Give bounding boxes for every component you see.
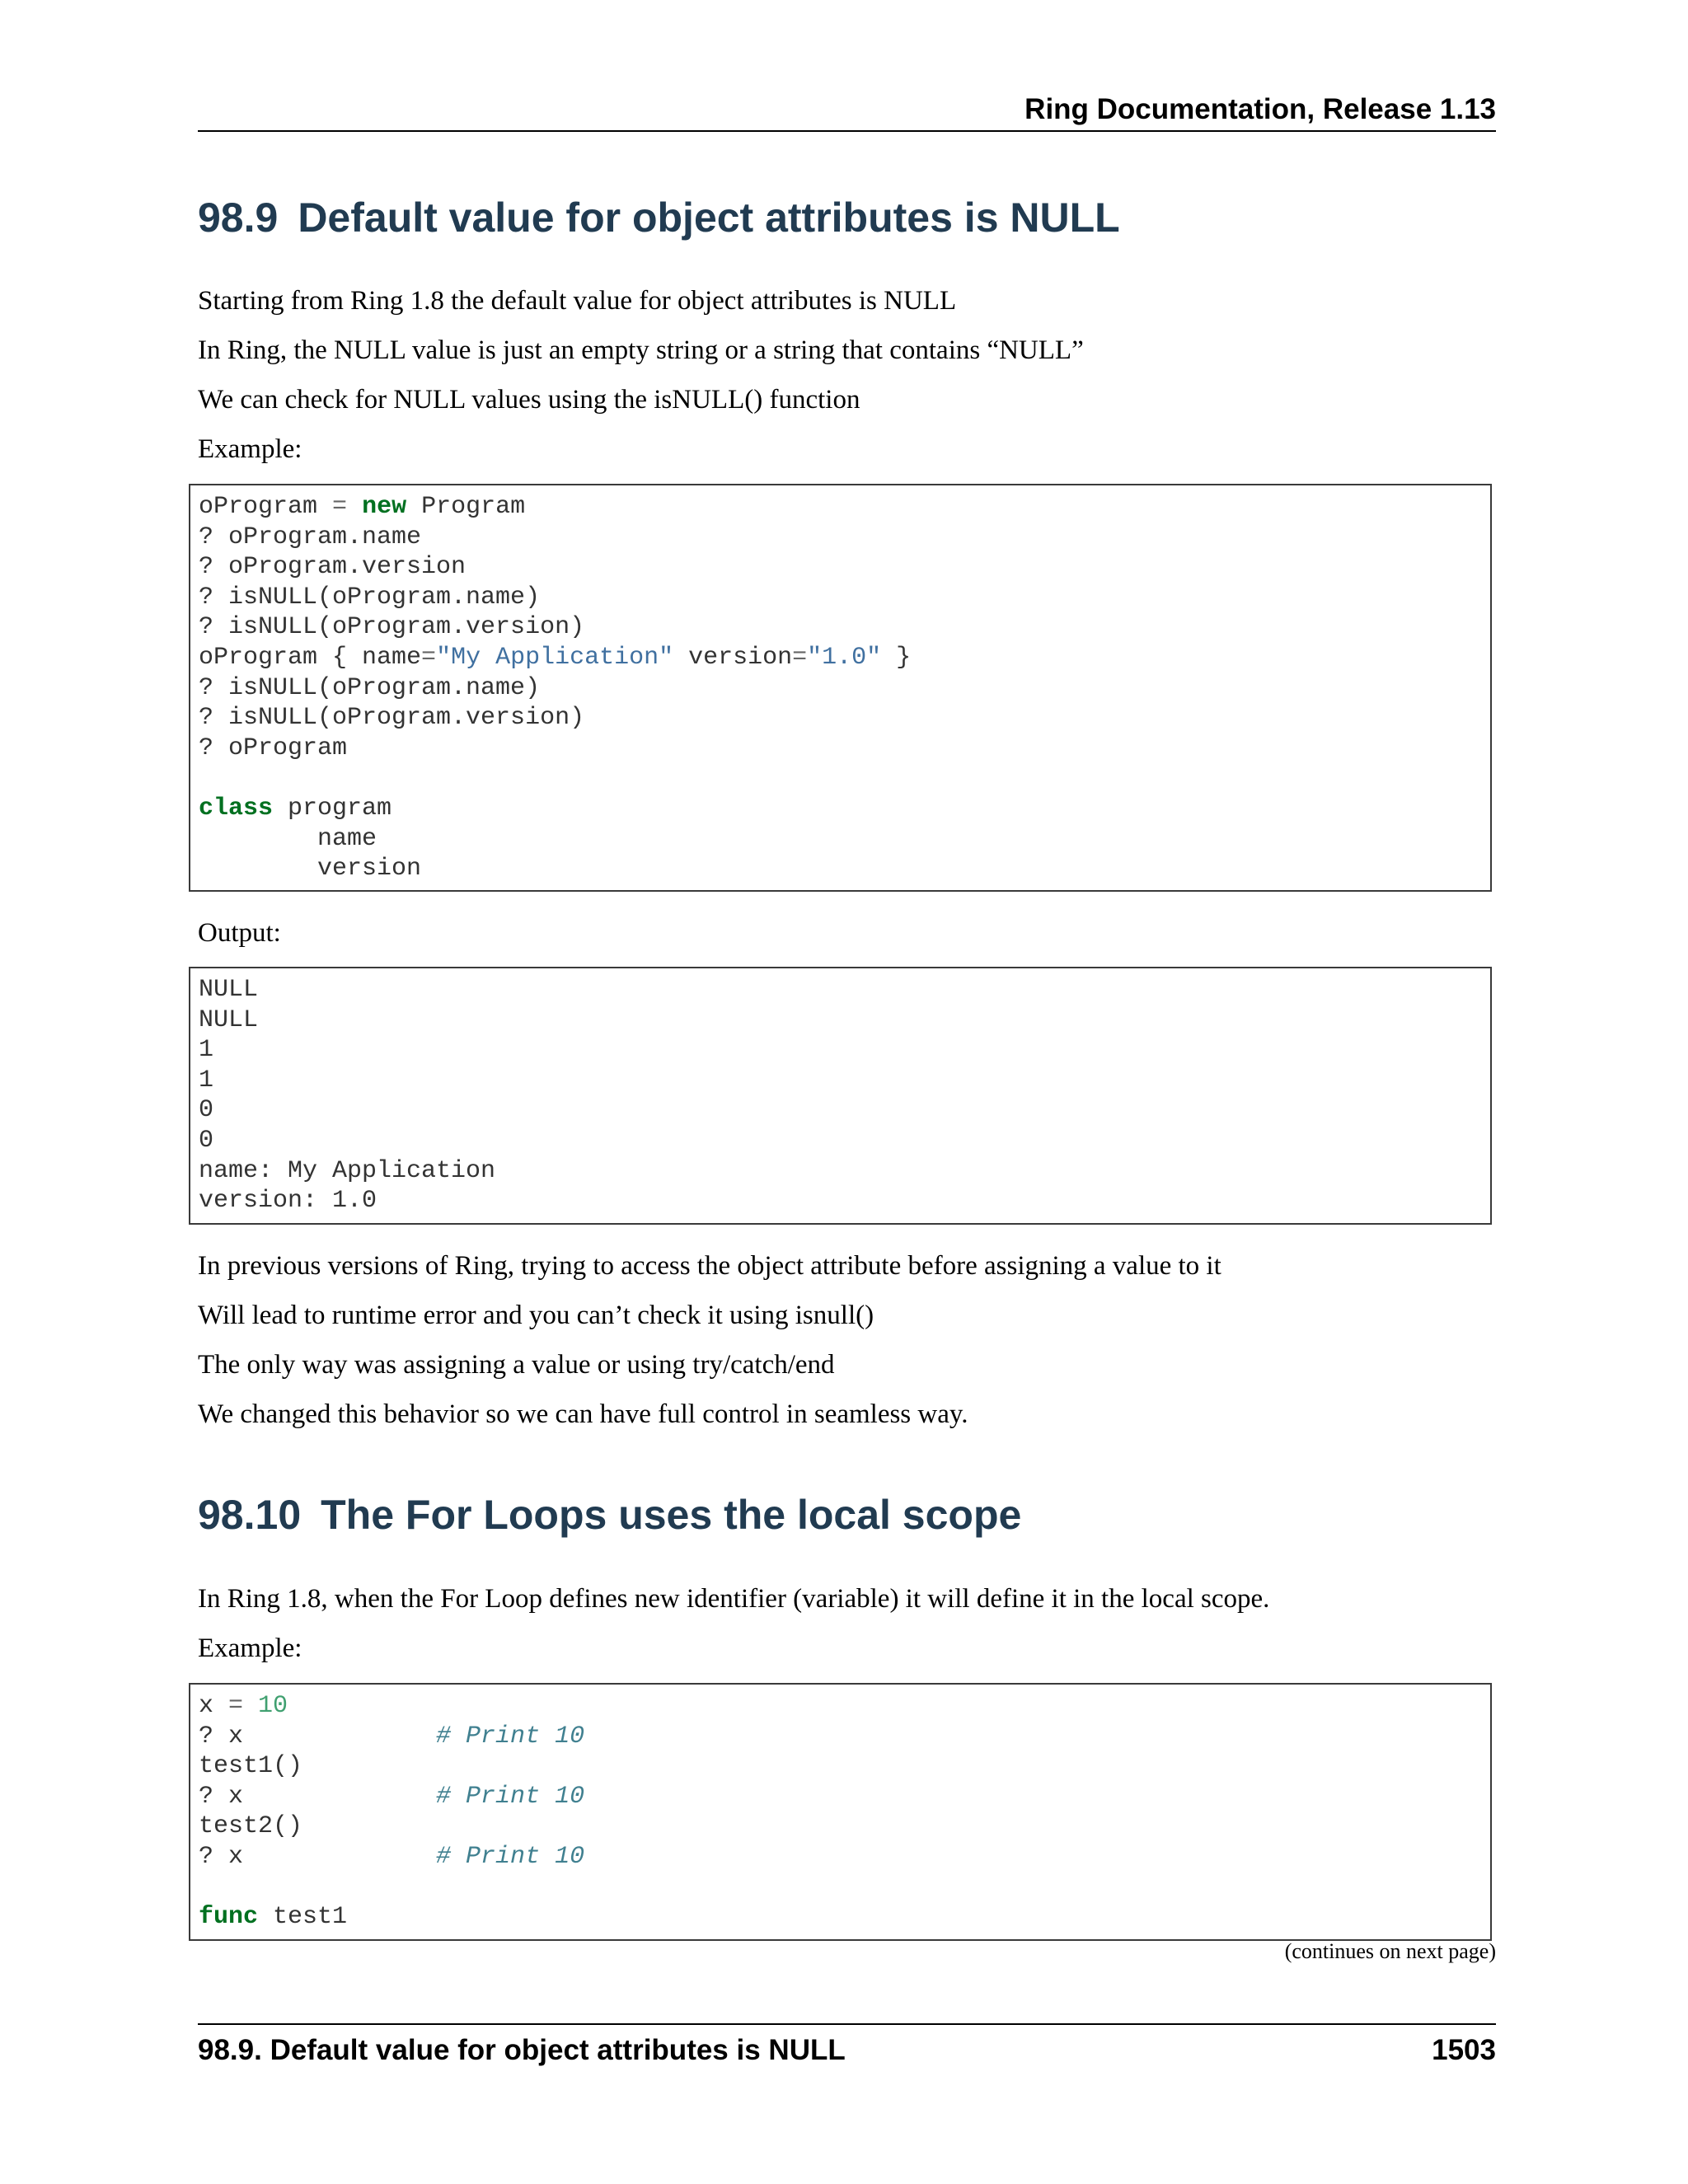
page-number: 1503	[1432, 2034, 1496, 2066]
paragraph: In Ring, the NULL value is just an empty string or a string that contains “NULL”	[198, 335, 1084, 365]
running-header	[198, 92, 1496, 132]
paragraph: We changed this behavior so we can have full control in seamless way.	[198, 1399, 968, 1429]
output-line: 0	[199, 1126, 214, 1155]
code-line: ? isNULL(oProgram.version)	[199, 613, 585, 642]
code-line: ? isNULL(oProgram.name)	[199, 673, 541, 702]
code-listing	[190, 1685, 1490, 1933]
section-title: The For Loops uses the local scope	[321, 1492, 1022, 1538]
code-listing	[190, 485, 1490, 884]
output-line: 1	[199, 1036, 214, 1065]
code-line: ? x # Print 10	[199, 1842, 585, 1871]
code-line: x = 10	[199, 1692, 288, 1720]
code-line: version	[199, 855, 422, 883]
code-line: ? isNULL(oProgram.version)	[199, 704, 585, 733]
output-line: name: My Application	[199, 1156, 496, 1185]
running-footer	[198, 2023, 1496, 2068]
example-label: Example:	[198, 1633, 302, 1663]
code-line: class program	[199, 794, 392, 823]
code-line: ? oProgram	[199, 733, 348, 762]
paragraph: Starting from Ring 1.8 the default value for object attributes is NULL	[198, 286, 957, 316]
code-line: ? x # Print 10	[199, 1722, 585, 1750]
output-line: version: 1.0	[199, 1187, 377, 1216]
section-number: 98.9	[198, 194, 279, 241]
section-heading-98-10	[198, 1490, 1021, 1540]
paragraph: In previous versions of Ring, trying to access the object attribute before assigning a value to it	[198, 1251, 1221, 1281]
code-line: oProgram = new Program	[199, 493, 526, 521]
paragraph: Will lead to runtime error and you can’t check it using isnull()	[198, 1301, 874, 1330]
paragraph: We can check for NULL values using the isNULL() function	[198, 385, 860, 415]
example-label: Example:	[198, 434, 302, 464]
output-line: NULL	[199, 1005, 259, 1034]
code-line: oProgram { name="My Application" version="1.0" }	[199, 643, 912, 672]
code-line: func test1	[199, 1903, 348, 1932]
continues-note: (continues on next page)	[1284, 1939, 1496, 1963]
section-number: 98.10	[198, 1492, 302, 1538]
output-line: 0	[199, 1096, 214, 1125]
footer-section-ref: 98.9. Default value for object attributes is NULL	[198, 2034, 846, 2066]
code-block-output	[189, 967, 1492, 1225]
header-title: Ring Documentation, Release 1.13	[1025, 93, 1496, 125]
section-heading-98-9	[198, 193, 1120, 242]
code-line: ? x # Print 10	[199, 1782, 585, 1811]
output-label: Output:	[198, 918, 281, 948]
paragraph: In Ring 1.8, when the For Loop defines new identifier (variable) it will define it in the local scope.	[198, 1584, 1270, 1614]
code-line: ? oProgram.name	[199, 523, 422, 551]
paragraph: The only way was assigning a value or using try/catch/end	[198, 1350, 835, 1380]
output-listing	[190, 968, 1490, 1216]
code-line: test1()	[199, 1752, 303, 1781]
output-line: NULL	[199, 976, 259, 1004]
code-line: name	[199, 824, 377, 853]
code-line: ? oProgram.version	[199, 553, 467, 582]
code-line: test2()	[199, 1812, 303, 1841]
output-line: 1	[199, 1066, 214, 1094]
code-block-for-loop-example	[189, 1683, 1492, 1941]
code-block-null-example	[189, 484, 1492, 892]
section-title: Default value for object attributes is NULL	[298, 194, 1120, 241]
code-line: ? isNULL(oProgram.name)	[199, 583, 541, 612]
